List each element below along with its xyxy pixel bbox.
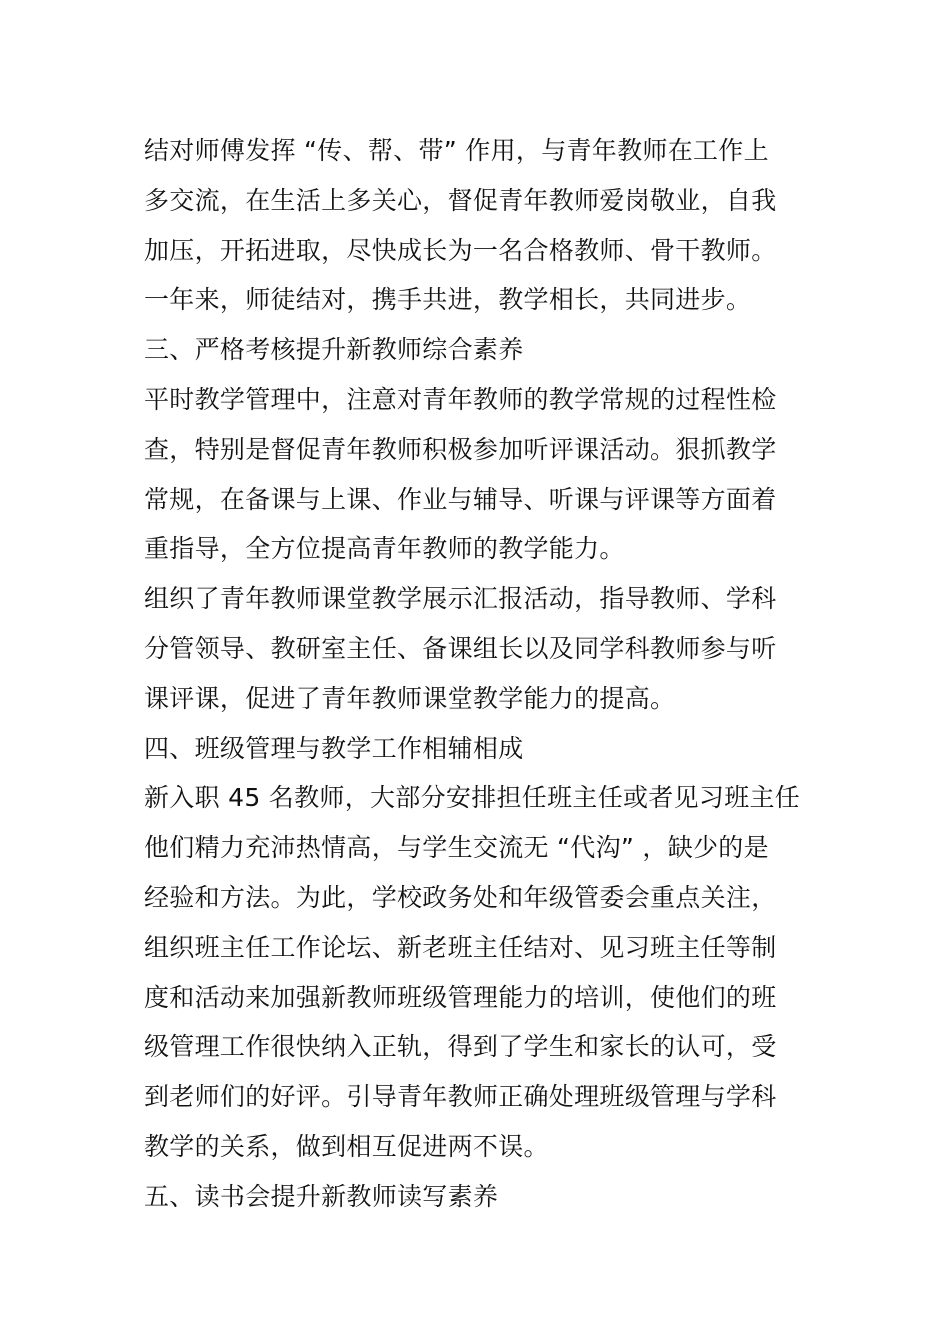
text-line: 结对师傅发挥 “传、帮、带” 作用，与青年教师在工作上 [144,136,769,165]
text-line: 常规，在备课与上课、作业与辅导、听课与评课等方面着 [144,484,777,514]
section-heading-4: 四、班级管理与教学工作相辅相成 [144,733,524,763]
section-heading-5: 五、读书会提升新教师读写素养 [144,1181,499,1211]
text-line: 经验和方法。为此，学校政务处和年级管委会重点关注， [144,882,777,912]
text-line: 他们精力充沛热情高，与学生交流无 “代沟” ，缺少的是 [144,833,769,863]
text-line: 重指导，全方位提高青年教师的教学能力。 [144,534,625,564]
text-line: 新入职 45 名教师，大部分安排担任班主任或者见习班主任 [144,783,801,813]
text-line: 组织班主任工作论坛、新老班主任结对、见习班主任等制 [144,932,777,962]
text-line: 度和活动来加强新教师班级管理能力的培训，使他们的班 [144,982,777,1012]
text-line: 分管领导、教研室主任、备课组长以及同学科教师参与听 [144,633,777,663]
text-line: 查，特别是督促青年教师积极参加听评课活动。狠抓教学 [144,434,777,464]
text-line: 加压，开拓进取，尽快成长为一名合格教师、骨干教师。 [144,235,777,265]
text-line: 组织了青年教师课堂教学展示汇报活动，指导教师、学科 [144,584,777,614]
text-line: 课评课，促进了青年教师课堂教学能力的提高。 [144,683,676,713]
document-body [144,126,814,1222]
text-line: 教学的关系，做到相互促进两不误。 [144,1131,549,1161]
text-line: 级管理工作很快纳入正轨，得到了学生和家长的认可，受 [144,1032,777,1062]
text-line: 到老师们的好评。引导青年教师正确处理班级管理与学科 [144,1082,777,1112]
text-line: 一年来，师徒结对，携手共进，教学相长，共同进步。 [144,285,752,315]
section-heading-3: 三、严格考核提升新教师综合素养 [144,335,524,365]
text-line: 平时教学管理中，注意对青年教师的教学常规的过程性检 [144,384,777,414]
text-line: 多交流，在生活上多关心，督促青年教师爱岗敬业，自我 [144,185,777,215]
